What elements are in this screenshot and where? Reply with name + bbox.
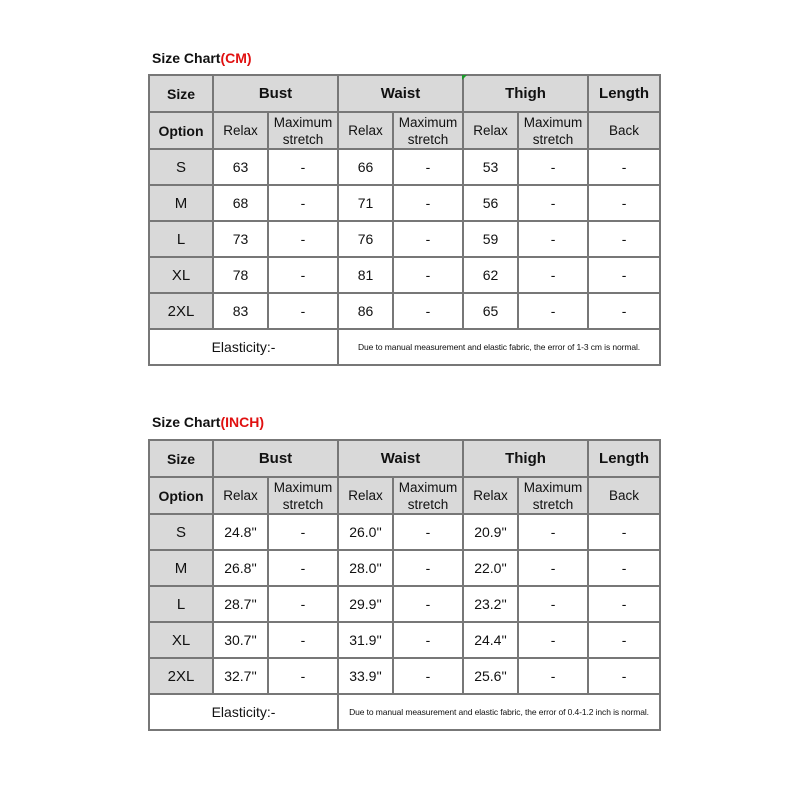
size-table [148, 74, 661, 366]
waist-relax-cell: 31.9'' [338, 622, 393, 658]
bust-max-header: Maximum stretch [268, 112, 338, 149]
bust-relax-cell: 26.8'' [213, 550, 268, 586]
table-row [149, 514, 660, 550]
length-back-header: Back [588, 477, 660, 514]
bust-max-cell: - [268, 622, 338, 658]
waist-max-cell: - [393, 185, 463, 221]
waist-max-cell: - [393, 658, 463, 694]
length-back-cell: - [588, 149, 660, 185]
waist-header: Waist [338, 75, 463, 112]
bust-max-cell: - [268, 257, 338, 293]
length-back-cell: - [588, 221, 660, 257]
bust-header: Bust [213, 440, 338, 477]
waist-max-cell: - [393, 221, 463, 257]
size-cell: S [149, 149, 213, 185]
size-cell: 2XL [149, 293, 213, 329]
bust-relax-cell: 63 [213, 149, 268, 185]
thigh-max-header: Maximum stretch [518, 477, 588, 514]
table-row [149, 185, 660, 221]
thigh-relax-header: Relax [463, 112, 518, 149]
bust-relax-cell: 78 [213, 257, 268, 293]
waist-max-cell: - [393, 257, 463, 293]
thigh-relax-cell: 53 [463, 149, 518, 185]
length-back-cell: - [588, 514, 660, 550]
length-back-cell: - [588, 586, 660, 622]
thigh-relax-cell: 56 [463, 185, 518, 221]
bust-relax-cell: 73 [213, 221, 268, 257]
size-cell: L [149, 586, 213, 622]
option-header: Option [149, 112, 213, 149]
waist-max-cell: - [393, 550, 463, 586]
waist-relax-cell: 29.9'' [338, 586, 393, 622]
length-header: Length [588, 75, 660, 112]
thigh-relax-cell: 24.4'' [463, 622, 518, 658]
waist-relax-cell: 33.9'' [338, 658, 393, 694]
thigh-relax-cell: 23.2'' [463, 586, 518, 622]
length-back-cell: - [588, 185, 660, 221]
bust-max-cell: - [268, 586, 338, 622]
bust-relax-cell: 28.7'' [213, 586, 268, 622]
thigh-max-cell: - [518, 622, 588, 658]
waist-relax-cell: 76 [338, 221, 393, 257]
table-row [149, 658, 660, 694]
thigh-relax-cell: 59 [463, 221, 518, 257]
waist-max-cell: - [393, 149, 463, 185]
thigh-max-cell: - [518, 257, 588, 293]
bust-relax-cell: 30.7'' [213, 622, 268, 658]
bust-max-cell: - [268, 514, 338, 550]
corner-marker [462, 75, 467, 80]
bust-relax-header: Relax [213, 112, 268, 149]
thigh-max-cell: - [518, 550, 588, 586]
bust-max-cell: - [268, 550, 338, 586]
waist-max-cell: - [393, 622, 463, 658]
waist-max-cell: - [393, 586, 463, 622]
measurement-note: Due to manual measurement and elastic fabric, the error of 0.4-1.2 inch is normal. [338, 694, 660, 730]
length-header: Length [588, 440, 660, 477]
thigh-max-cell: - [518, 293, 588, 329]
chart-title-inch: Size Chart(INCH) [152, 414, 265, 430]
thigh-max-cell: - [518, 658, 588, 694]
bust-max-cell: - [268, 149, 338, 185]
bust-relax-header: Relax [213, 477, 268, 514]
size-table [148, 439, 661, 731]
bust-relax-cell: 32.7'' [213, 658, 268, 694]
thigh-relax-header: Relax [463, 477, 518, 514]
bust-max-header: Maximum stretch [268, 477, 338, 514]
thigh-header: Thigh [463, 440, 588, 477]
length-back-cell: - [588, 257, 660, 293]
waist-relax-cell: 81 [338, 257, 393, 293]
bust-header: Bust [213, 75, 338, 112]
table-row [149, 586, 660, 622]
size-header: Size [149, 440, 213, 477]
thigh-max-cell: - [518, 221, 588, 257]
elasticity-label: Elasticity:- [149, 329, 338, 365]
size-cell: 2XL [149, 658, 213, 694]
size-cell: XL [149, 622, 213, 658]
size-cell: L [149, 221, 213, 257]
table-row [149, 622, 660, 658]
size-chart-cm [148, 74, 661, 366]
unit-label: (INCH) [220, 414, 265, 430]
thigh-max-cell: - [518, 514, 588, 550]
bust-max-cell: - [268, 293, 338, 329]
waist-relax-header: Relax [338, 477, 393, 514]
size-header: Size [149, 75, 213, 112]
table-row [149, 550, 660, 586]
bust-relax-cell: 83 [213, 293, 268, 329]
bust-relax-cell: 24.8'' [213, 514, 268, 550]
thigh-relax-cell: 25.6'' [463, 658, 518, 694]
waist-max-cell: - [393, 293, 463, 329]
waist-max-cell: - [393, 514, 463, 550]
thigh-relax-cell: 65 [463, 293, 518, 329]
size-chart-inch [148, 439, 661, 731]
table-row [149, 293, 660, 329]
option-header: Option [149, 477, 213, 514]
size-cell: XL [149, 257, 213, 293]
size-cell: M [149, 185, 213, 221]
thigh-relax-cell: 62 [463, 257, 518, 293]
thigh-max-header: Maximum stretch [518, 112, 588, 149]
thigh-max-cell: - [518, 586, 588, 622]
table-row [149, 221, 660, 257]
table-row [149, 149, 660, 185]
waist-max-header: Maximum stretch [393, 477, 463, 514]
length-back-cell: - [588, 622, 660, 658]
bust-max-cell: - [268, 221, 338, 257]
bust-relax-cell: 68 [213, 185, 268, 221]
elasticity-label: Elasticity:- [149, 694, 338, 730]
thigh-header: Thigh [463, 75, 588, 112]
waist-relax-cell: 71 [338, 185, 393, 221]
length-back-header: Back [588, 112, 660, 149]
bust-max-cell: - [268, 185, 338, 221]
unit-label: (CM) [220, 50, 252, 66]
table-row [149, 257, 660, 293]
thigh-relax-cell: 20.9'' [463, 514, 518, 550]
waist-relax-header: Relax [338, 112, 393, 149]
length-back-cell: - [588, 293, 660, 329]
waist-relax-cell: 26.0'' [338, 514, 393, 550]
chart-title-cm: Size Chart(CM) [152, 50, 252, 66]
size-cell: S [149, 514, 213, 550]
waist-relax-cell: 28.0'' [338, 550, 393, 586]
bust-max-cell: - [268, 658, 338, 694]
waist-max-header: Maximum stretch [393, 112, 463, 149]
waist-relax-cell: 86 [338, 293, 393, 329]
thigh-max-cell: - [518, 185, 588, 221]
length-back-cell: - [588, 550, 660, 586]
measurement-note: Due to manual measurement and elastic fabric, the error of 1-3 cm is normal. [338, 329, 660, 365]
waist-header: Waist [338, 440, 463, 477]
size-cell: M [149, 550, 213, 586]
thigh-relax-cell: 22.0'' [463, 550, 518, 586]
waist-relax-cell: 66 [338, 149, 393, 185]
length-back-cell: - [588, 658, 660, 694]
thigh-max-cell: - [518, 149, 588, 185]
